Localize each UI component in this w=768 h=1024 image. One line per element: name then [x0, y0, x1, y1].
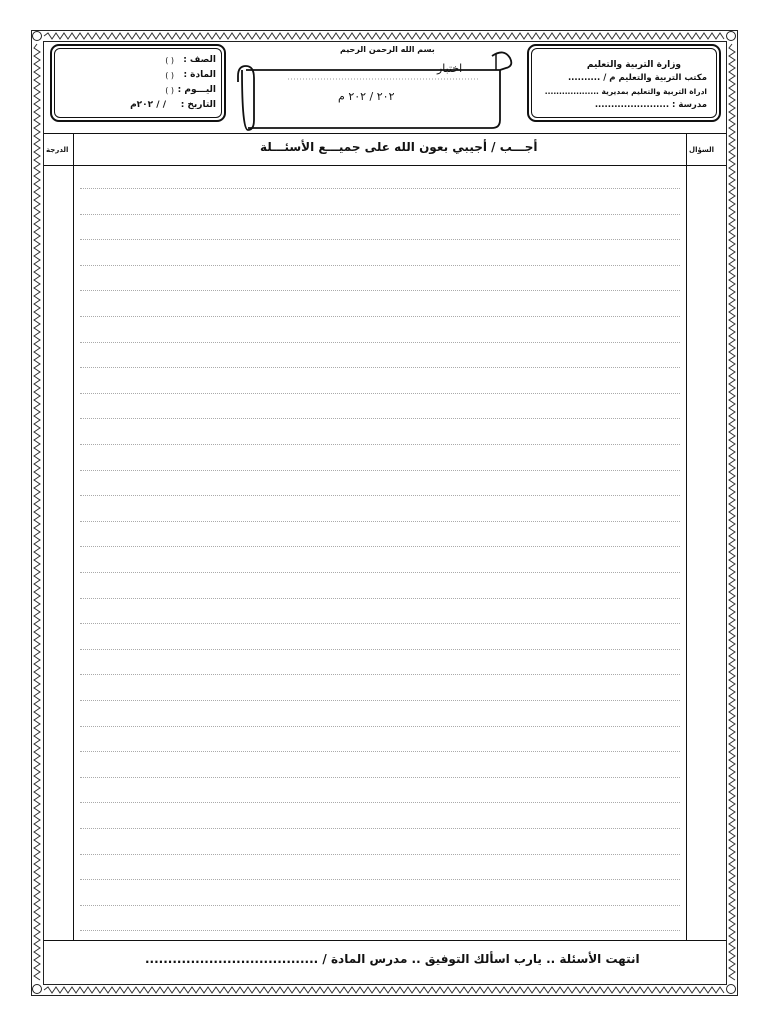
border-zigzag [34, 44, 40, 980]
student-info-box [50, 44, 226, 122]
day-value: ( ) [165, 86, 174, 95]
question-column-header: السؤال [689, 146, 715, 154]
ministry-line3: ادراة التربية والتعليم بمديرية ................... [544, 87, 707, 96]
ministry-info-box [527, 44, 721, 122]
answer-line [80, 521, 680, 522]
corner-ornament [32, 31, 42, 41]
answer-line [80, 265, 680, 266]
date-label: التاريخ : [180, 100, 216, 110]
answer-line [80, 905, 680, 906]
corner-ornament [726, 31, 736, 41]
corner-ornament [726, 984, 736, 994]
ministry-line2: مكتب التربية والتعليم م / .......... [567, 73, 707, 83]
exam-title-scroll [228, 42, 520, 134]
answer-line [80, 393, 680, 394]
ministry-line1: وزارة التربية والتعليم [586, 60, 681, 70]
answer-line [80, 188, 680, 189]
answer-line [80, 726, 680, 727]
grade-column-header: الدرجة [46, 146, 69, 154]
answer-line [80, 623, 680, 624]
answer-line [80, 470, 680, 471]
subject-label: المادة : [183, 70, 216, 80]
answer-line [80, 700, 680, 701]
border-zigzag [729, 44, 735, 980]
answer-line [80, 649, 680, 650]
answer-line [80, 751, 680, 752]
answer-line [80, 598, 680, 599]
border-zigzag [44, 33, 724, 39]
subject-value: ( ) [165, 71, 174, 80]
answer-line [80, 316, 680, 317]
class-label: الصف : [183, 55, 216, 65]
day-label: اليـــوم : [177, 85, 216, 95]
answer-line [80, 342, 680, 343]
question-column-divider [686, 134, 687, 940]
exam-year: ٢٠٢ / ٢٠٢ م [338, 90, 395, 103]
answer-line [80, 239, 680, 240]
answer-line [80, 828, 680, 829]
border-zigzag [44, 987, 724, 993]
grade-column-divider [73, 134, 74, 940]
answer-line [80, 418, 680, 419]
exam-title: اختبار [437, 62, 463, 75]
instruction-heading: أجـــب / أجيبي بعون الله على جميـــع الأسئـــلة [260, 140, 538, 154]
answer-line [80, 495, 680, 496]
answer-line [80, 444, 680, 445]
answer-line [80, 854, 680, 855]
answer-line [80, 367, 680, 368]
answer-line [80, 777, 680, 778]
basmala: بسم الله الرحمن الرحيم [340, 45, 435, 54]
footer-text: انتهت الأسئلة .. يارب اسألك التوفيق .. مدرس المادة / ...................................... [145, 952, 640, 966]
answer-line [80, 674, 680, 675]
answer-line [80, 802, 680, 803]
answer-line [80, 572, 680, 573]
answer-line [80, 879, 680, 880]
class-value: ( ) [165, 56, 174, 65]
date-value: / / ٢٠٢م [130, 100, 166, 110]
answer-line [80, 546, 680, 547]
corner-ornament [32, 984, 42, 994]
ministry-line4: مدرسة : ....................... [594, 100, 707, 110]
answer-line [80, 930, 680, 931]
answer-line [80, 290, 680, 291]
answer-line [80, 214, 680, 215]
